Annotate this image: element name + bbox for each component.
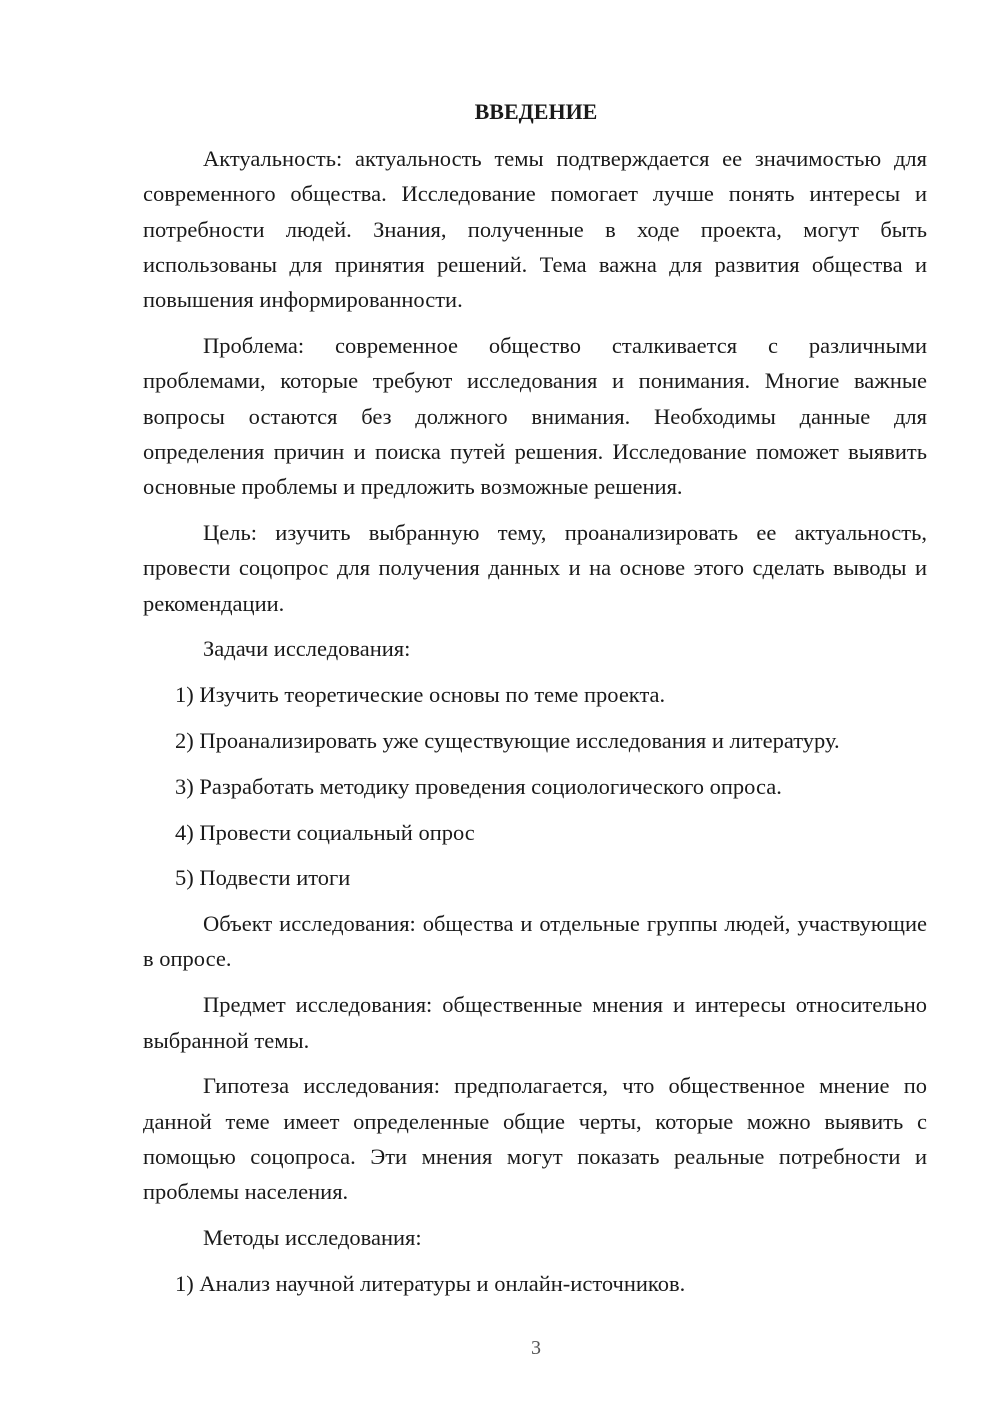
task-item-4: 4) Провести социальный опрос xyxy=(175,819,475,845)
page-body xyxy=(143,141,927,1312)
page-title: ВВЕДЕНИЕ xyxy=(474,99,598,124)
task-item-5: 5) Подвести итоги xyxy=(175,865,351,891)
paragraph-object: Объект исследования: общества и отдельные группы людей, участвующие в опросе. xyxy=(143,911,927,972)
paragraph-hypothesis: Гипотеза исследования: предполагается, что общественное мнение по данной теме имеет определенные общие черты, которые можно выявить с помощью соцопроса. Эти мнения могут показать реальные потребности и проблемы населения. xyxy=(143,1073,927,1205)
page-number: 3 xyxy=(531,1337,541,1359)
paragraph-problem: Проблема: современное общество сталкивается с различными проблемами, которые требуют исследования и понимания. Многие важные вопросы остаются без должного внимания. Необходимы данные для определения причин и поиска путей решения. Исследование поможет выявить основные проблемы и предложить возможные решения. xyxy=(143,332,927,500)
paragraph-subject: Предмет исследования: общественные мнения и интересы относительно выбранной темы. xyxy=(143,992,927,1053)
tasks-heading: Задачи исследования: xyxy=(203,636,411,662)
paragraph-relevance: Актуальность: актуальность темы подтверждается ее значимостью для современного общества. Исследование помогает лучше понять интересы и потребности людей. Знания, полученные в ходе проекта, могут быть использованы для принятия решений. Тема важна для развития общества и повышения информированности. xyxy=(143,146,927,313)
task-item-2: 2) Проанализировать уже существующие исследования и литературу. xyxy=(175,727,840,753)
methods-heading: Методы исследования: xyxy=(203,1225,422,1251)
task-item-3: 3) Разработать методику проведения социологического опроса. xyxy=(175,773,782,799)
paragraph-goal: Цель: изучить выбранную тему, проанализировать ее актуальность, провести соцопрос для получения данных и на основе этого сделать выводы и рекомендации. xyxy=(143,519,927,616)
method-item-1: 1) Анализ научной литературы и онлайн-источников. xyxy=(175,1270,686,1296)
task-item-1: 1) Изучить теоретические основы по теме проекта. xyxy=(175,682,666,708)
